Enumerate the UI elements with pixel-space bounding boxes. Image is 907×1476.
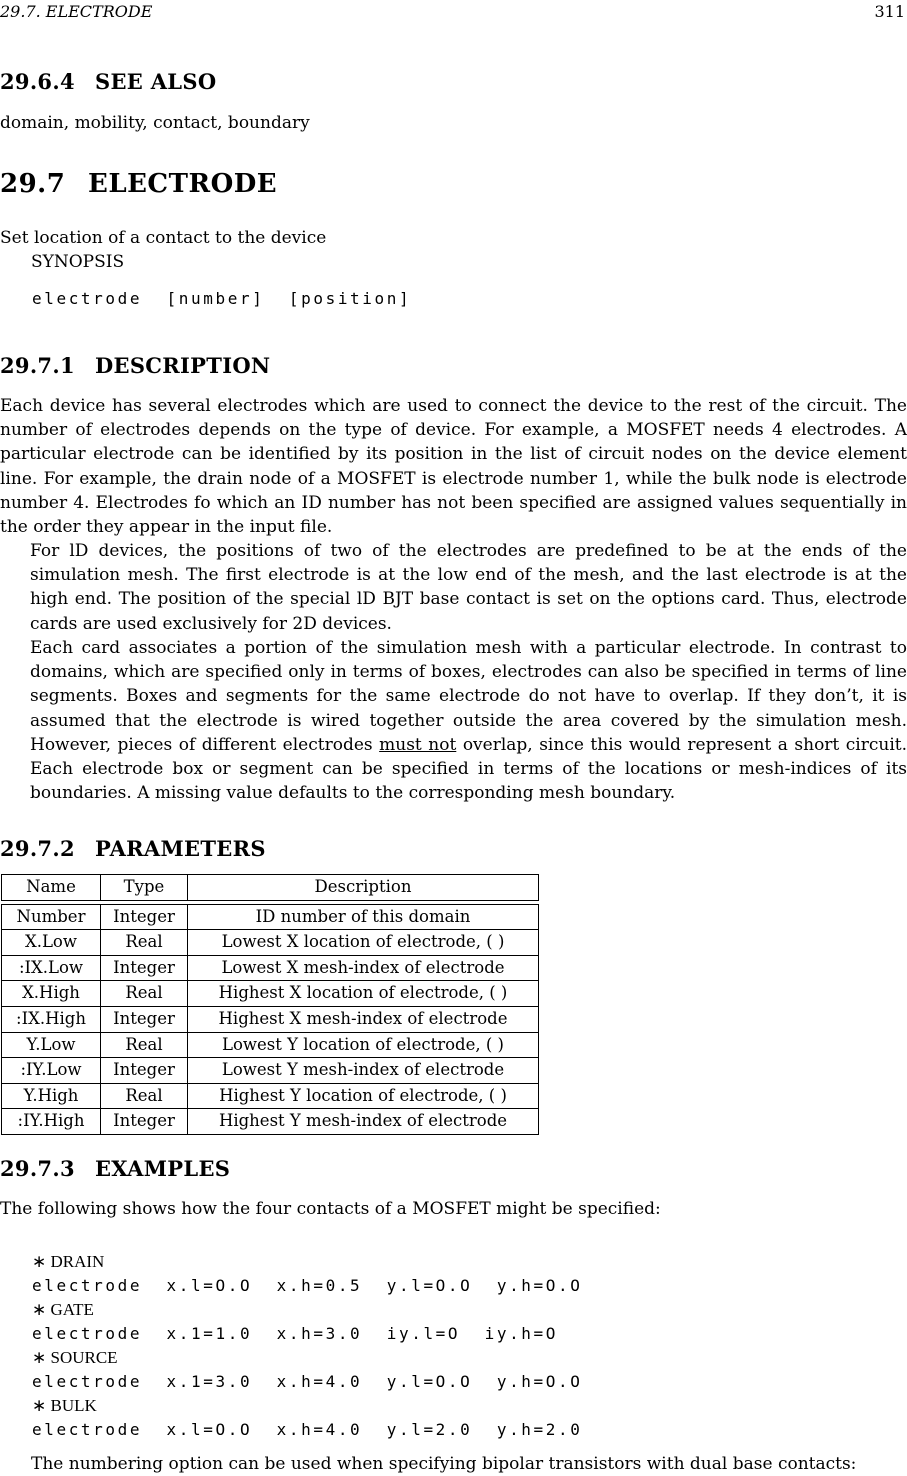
param-description: Lowest X location of electrode, ( ) xyxy=(188,930,539,956)
electrode-number: 29.7 xyxy=(0,169,66,199)
param-name: X.High xyxy=(2,981,101,1007)
param-description: Highest Y mesh-index of electrode xyxy=(188,1109,539,1135)
code-comment-source: ∗ SOURCE xyxy=(32,1348,118,1367)
param-description: Highest X location of electrode, ( ) xyxy=(188,981,539,1007)
code-comment-gate: ∗ GATE xyxy=(32,1300,94,1319)
param-description: Highest X mesh-index of electrode xyxy=(188,1006,539,1032)
table-row xyxy=(2,904,539,930)
param-type: Integer xyxy=(101,1058,188,1084)
description-paragraph-1: Each device has several electrodes which are used to connect the device to the rest of the circuit. The number of electrodes depends on the type of device. For example, a MOSFET needs 4 electrodes. A particular electrode can be identified by its position in the list of circuit nodes on the device element line. For example, the drain node of a MOSFET is electrode number 1, while the bulk node is electrode number 4. Electrodes fo which an ID number has not been specified are assigned values sequentially in the order they appear in the input file. xyxy=(0,396,907,538)
synopsis-code: electrode [number] [position] xyxy=(32,289,412,308)
table-row xyxy=(2,1006,539,1032)
description-paragraph-2: For lD devices, the positions of two of the electrodes are predefined to be at the ends of the simulation mesh. The first electrode is at the low end of the mesh, and the last electrode is at the high end. The position of the special lD BJT base contact is set on the options card. Thus, electrode cards are used exclusively for 2D devices. xyxy=(30,541,907,634)
see-also-text: domain, mobility, contact, boundary xyxy=(0,113,310,133)
param-type: Integer xyxy=(101,1109,188,1135)
param-description: Lowest Y location of electrode, ( ) xyxy=(188,1032,539,1058)
examples-intro: The following shows how the four contacts of a MOSFET might be specified: xyxy=(0,1199,661,1219)
table-row xyxy=(2,1109,539,1135)
table-row xyxy=(2,1083,539,1109)
param-type: Real xyxy=(101,981,188,1007)
running-header-section: 29.7. ELECTRODE xyxy=(0,2,153,21)
param-type: Integer xyxy=(101,955,188,981)
param-description: Lowest Y mesh-index of electrode xyxy=(188,1058,539,1084)
description-title: DESCRIPTION xyxy=(95,353,271,378)
examples-outro: The numbering option can be used when specifying bipolar transistors with dual base contacts: xyxy=(31,1454,857,1474)
see-also-heading xyxy=(0,70,216,94)
must-not-emphasis: must not xyxy=(379,734,457,755)
code-line-gate: electrode x.1=1.0 x.h=3.0 iy.l=O iy.h=O xyxy=(32,1324,559,1343)
running-header xyxy=(0,0,907,20)
see-also-title: SEE ALSO xyxy=(95,69,217,94)
synopsis-label: SYNOPSIS xyxy=(31,252,125,272)
electrode-heading xyxy=(0,169,278,199)
description-number: 29.7.1 xyxy=(0,353,75,378)
table-row xyxy=(2,955,539,981)
param-description: Lowest X mesh-index of electrode xyxy=(188,955,539,981)
param-name: Y.Low xyxy=(2,1032,101,1058)
param-type: Integer xyxy=(101,904,188,930)
table-header-row xyxy=(2,875,539,901)
parameters-heading xyxy=(0,837,266,861)
parameters-number: 29.7.2 xyxy=(0,836,75,861)
param-description: Highest Y location of electrode, ( ) xyxy=(188,1083,539,1109)
param-name: X.Low xyxy=(2,930,101,956)
code-line-drain: electrode x.l=O.O x.h=0.5 y.l=O.O y.h=O.O xyxy=(32,1276,583,1295)
parameters-title: PARAMETERS xyxy=(95,836,266,861)
column-header-type: Type xyxy=(101,875,188,901)
param-name: :IY.Low xyxy=(2,1058,101,1084)
code-comment-drain: ∗ DRAIN xyxy=(32,1252,105,1271)
param-name: Y.High xyxy=(2,1083,101,1109)
description-paragraph-3 xyxy=(0,636,907,805)
code-line-bulk: electrode x.l=O.O x.h=4.0 y.l=2.0 y.h=2.0 xyxy=(32,1420,583,1439)
examples-title: EXAMPLES xyxy=(95,1156,231,1181)
table-row xyxy=(2,1032,539,1058)
column-header-description: Description xyxy=(188,875,539,901)
examples-heading xyxy=(0,1157,230,1181)
table-row xyxy=(2,1058,539,1084)
electrode-title: ELECTRODE xyxy=(88,169,278,199)
page-number: 311 xyxy=(874,2,905,21)
description-paragraph-3-start: Each card associates a portion of the simulation mesh with a particular electrode. In contrast to domains, which are specified only in terms of boxes, electrodes can also be specified in terms of line segments. Boxes and segments for the same electrode do not have to overlap. If they don’t, it is assumed that the electrode is wired together outside the area covered by the simulation mesh. However, pieces of different electrodes xyxy=(30,638,907,755)
param-name: :IX.High xyxy=(2,1006,101,1032)
column-header-name: Name xyxy=(2,875,101,901)
table-row xyxy=(2,930,539,956)
examples-number: 29.7.3 xyxy=(0,1156,75,1181)
electrode-intro: Set location of a contact to the device xyxy=(0,228,327,248)
description-paragraph-3-end: overlap, since this would represent a short circuit. Each electrode box or segment can be specified in terms of the locations or mesh-indices of its boundaries. A missing value defaults to the corresponding mesh boundary. xyxy=(30,734,907,804)
table-row xyxy=(2,981,539,1007)
param-name: :IY.High xyxy=(2,1109,101,1135)
param-type: Real xyxy=(101,1083,188,1109)
code-comment-bulk: ∗ BULK xyxy=(32,1396,97,1415)
param-name: Number xyxy=(2,904,101,930)
param-name: :IX.Low xyxy=(2,955,101,981)
see-also-number: 29.6.4 xyxy=(0,69,75,94)
description-heading xyxy=(0,354,270,378)
parameters-table xyxy=(1,874,539,1135)
code-line-source: electrode x.1=3.0 x.h=4.0 y.l=O.O y.h=O.O xyxy=(32,1372,583,1391)
param-description: ID number of this domain xyxy=(188,904,539,930)
param-type: Real xyxy=(101,930,188,956)
param-type: Integer xyxy=(101,1006,188,1032)
param-type: Real xyxy=(101,1032,188,1058)
